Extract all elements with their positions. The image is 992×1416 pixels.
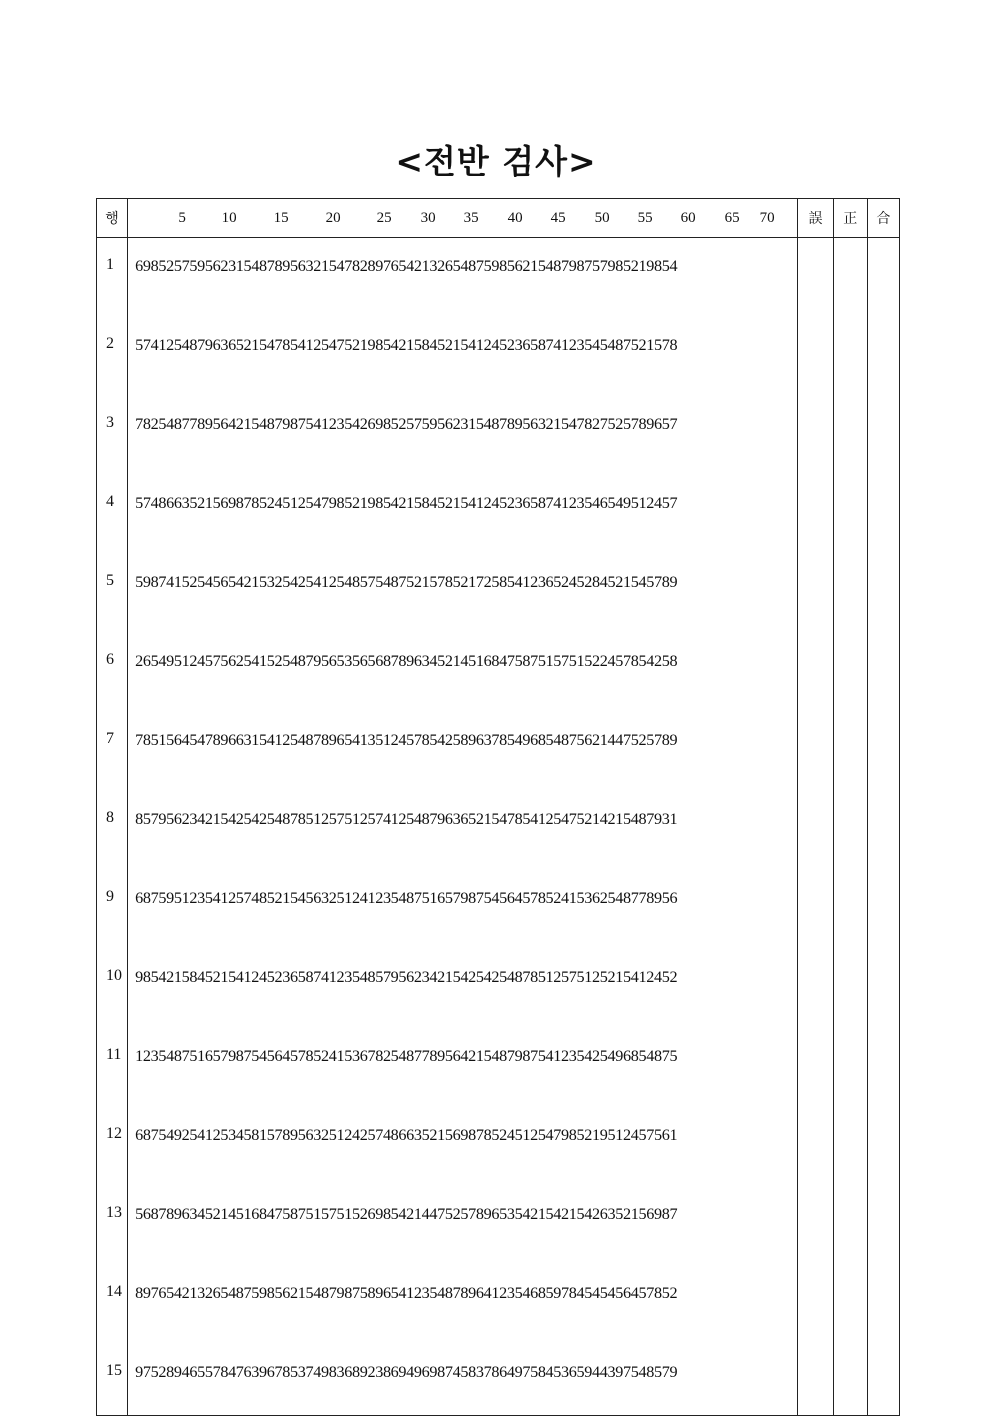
total-count-cell[interactable] [867,712,899,791]
scale-marker: 60 [680,210,696,226]
error-count-cell[interactable] [798,712,833,791]
error-count-cell[interactable] [798,1107,833,1186]
total-count-cell[interactable] [867,1344,899,1416]
table-row [97,475,900,554]
total-count-cell[interactable] [867,633,899,712]
error-count-cell[interactable] [798,633,833,712]
scale-marker: 35 [463,210,479,226]
digit-sequence: 9854215845215412452365874123548579562342154254254878512575125215412452 [128,949,798,1028]
correct-count-cell[interactable] [833,1344,867,1416]
digit-sequence: 5687896345214516847587515751526985421447525789653542154215426352156987 [128,1186,798,1265]
digit-sequence: 6985257595623154878956321547828976542132654875985621548798757985219854 [128,238,798,318]
digit-sequence: 5741254879636521547854125475219854215845215412452365874123545487521578 [128,317,798,396]
row-number: 14 [97,1265,128,1344]
correct-count-cell[interactable] [833,317,867,396]
page-title: <전반 검사> [395,142,597,181]
scale-marker: 50 [594,210,610,226]
correct-column-header: 正 [833,199,867,238]
total-count-cell[interactable] [867,1186,899,1265]
scale-marker: 65 [724,210,740,226]
error-count-cell[interactable] [798,396,833,475]
table-row [97,949,900,1028]
correct-count-cell[interactable] [833,1107,867,1186]
row-column-header: 행 [97,199,128,238]
error-column-header: 誤 [798,199,833,238]
correct-count-cell[interactable] [833,554,867,633]
correct-count-cell[interactable] [833,1186,867,1265]
error-count-cell[interactable] [798,870,833,949]
row-number: 15 [97,1344,128,1416]
row-number: 12 [97,1107,128,1186]
table-row [97,317,900,396]
correct-count-cell[interactable] [833,475,867,554]
scale-marker: 70 [759,210,775,226]
row-number: 9 [97,870,128,949]
scale-marker: 25 [376,210,392,226]
total-count-cell[interactable] [867,396,899,475]
scale-marker: 30 [420,210,436,226]
table-row [97,1265,900,1344]
row-number: 7 [97,712,128,791]
correct-count-cell[interactable] [833,238,867,318]
error-count-cell[interactable] [798,317,833,396]
row-number: 6 [97,633,128,712]
scale-marker: 20 [325,210,341,226]
digit-sequence: 6875492541253458157895632512425748663521569878524512547985219512457561 [128,1107,798,1186]
digit-sequence: 6875951235412574852154563251241235487516579875456457852415362548778956 [128,870,798,949]
correct-count-cell[interactable] [833,870,867,949]
total-count-cell[interactable] [867,554,899,633]
table-row [97,712,900,791]
row-number: 8 [97,791,128,870]
total-count-cell[interactable] [867,1107,899,1186]
scale-marker: 45 [550,210,566,226]
table-row [97,791,900,870]
digit-sequence: 5748663521569878524512547985219854215845215412452365874123546549512457 [128,475,798,554]
correct-count-cell[interactable] [833,396,867,475]
total-count-cell[interactable] [867,238,899,318]
row-number: 10 [97,949,128,1028]
total-count-cell[interactable] [867,1265,899,1344]
header-row [97,199,900,238]
digit-sequence: 8579562342154254254878512575125741254879636521547854125475214215487931 [128,791,798,870]
table-row [97,238,900,318]
row-number: 1 [97,238,128,318]
correct-count-cell[interactable] [833,633,867,712]
correct-count-cell[interactable] [833,791,867,870]
row-number: 13 [97,1186,128,1265]
error-count-cell[interactable] [798,554,833,633]
error-count-cell[interactable] [798,475,833,554]
scale-marker: 15 [273,210,289,226]
scale-marker: 40 [507,210,523,226]
table-row [97,1186,900,1265]
row-number: 11 [97,1028,128,1107]
table-row [97,870,900,949]
error-count-cell[interactable] [798,791,833,870]
digit-position-scale [128,199,798,238]
table-row [97,1107,900,1186]
correct-count-cell[interactable] [833,949,867,1028]
digit-sequence: 9752894655784763967853749836892386949698745837864975845365944397548579 [128,1344,798,1416]
error-count-cell[interactable] [798,1265,833,1344]
row-number: 3 [97,396,128,475]
error-count-cell[interactable] [798,1028,833,1107]
digit-sequence: 2654951245756254152548795653565687896345214516847587515751522457854258 [128,633,798,712]
error-count-cell[interactable] [798,1344,833,1416]
scale-marker: 10 [221,210,237,226]
scale-marker: 5 [178,210,186,226]
correct-count-cell[interactable] [833,712,867,791]
row-number: 4 [97,475,128,554]
table-row [97,1344,900,1416]
test-sheet-table [96,198,900,1416]
digit-sequence: 1235487516579875456457852415367825487789564215487987541235425496854875 [128,1028,798,1107]
total-count-cell[interactable] [867,791,899,870]
correct-count-cell[interactable] [833,1028,867,1107]
total-count-cell[interactable] [867,475,899,554]
table-row [97,554,900,633]
row-number: 5 [97,554,128,633]
table-row [97,1028,900,1107]
total-count-cell[interactable] [867,317,899,396]
digit-sequence: 7825487789564215487987541235426985257595623154878956321547827525789657 [128,396,798,475]
total-count-cell[interactable] [867,949,899,1028]
digit-sequence: 8976542132654875985621548798758965412354878964123546859784545456457852 [128,1265,798,1344]
correct-count-cell[interactable] [833,1265,867,1344]
row-number: 2 [97,317,128,396]
digit-sequence: 5987415254565421532542541254857548752157852172585412365245284521545789 [128,554,798,633]
error-count-cell[interactable] [798,238,833,318]
error-count-cell[interactable] [798,949,833,1028]
total-count-cell[interactable] [867,870,899,949]
table-row [97,633,900,712]
total-count-cell[interactable] [867,1028,899,1107]
digit-sequence: 7851564547896631541254878965413512457854258963785496854875621447525789 [128,712,798,791]
total-column-header: 合 [867,199,899,238]
error-count-cell[interactable] [798,1186,833,1265]
scale-marker: 55 [637,210,653,226]
table-row [97,396,900,475]
